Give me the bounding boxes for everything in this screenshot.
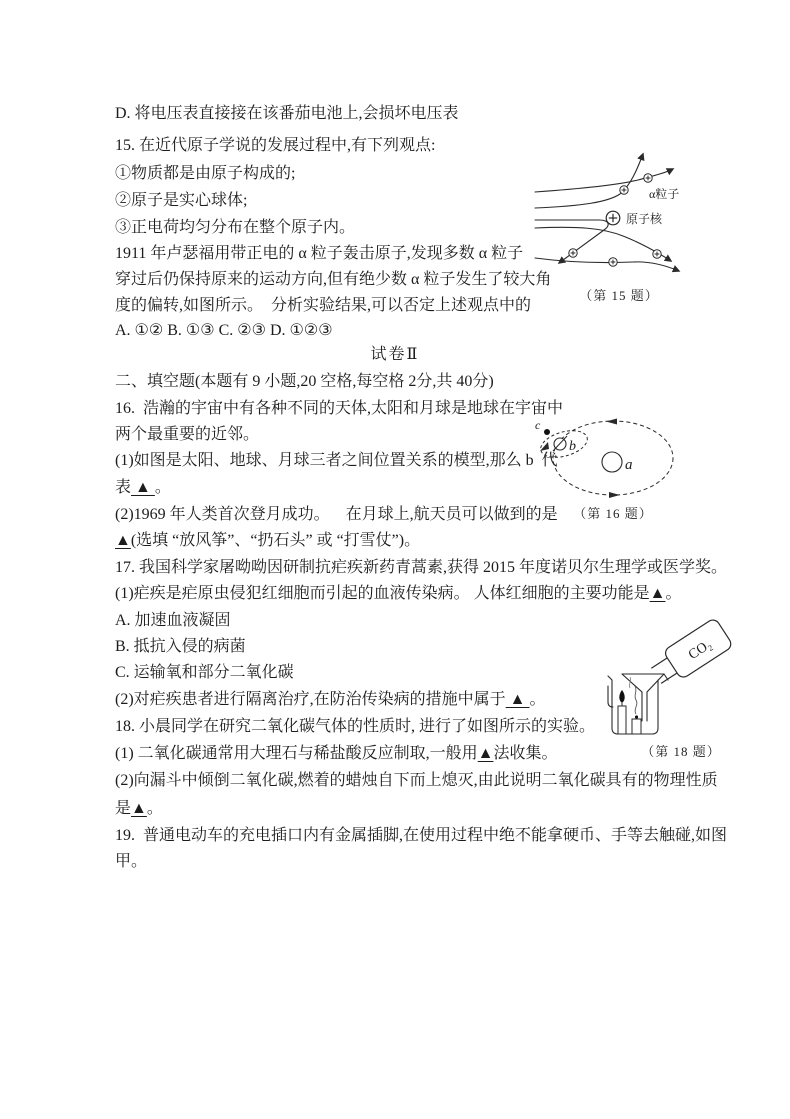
pre-text: 表 — [115, 479, 132, 496]
funnel — [622, 674, 668, 721]
figure-q15-alpha-scattering — [533, 142, 705, 304]
sun-icon — [602, 452, 622, 472]
line-q15-point-3: ③正电荷均匀分布在整个原子内。 — [115, 219, 356, 236]
earth-label: b — [569, 439, 576, 454]
post-text: 法收集。 — [493, 745, 558, 762]
answer-blank: ▲ — [131, 479, 155, 496]
line-q17-sub1 — [115, 583, 682, 605]
sun-label: a — [625, 457, 633, 473]
post-text: 。 — [665, 585, 682, 602]
line-q16-sub1-answer — [115, 477, 171, 499]
orbit-arrow-bottom — [609, 492, 620, 498]
moon-icon — [544, 429, 550, 435]
pre-text: (1)疟疾是疟原虫侵犯红细胞而引起的血液传染病。 人体红细胞的主要功能是 — [115, 585, 650, 602]
line-q17-stem: 17. 我国科学家屠呦呦因研制抗疟疾新药青蒿素,获得 2015 年度诺贝尔生理学或医学奖。 — [115, 559, 728, 576]
line-q17-sub2 — [115, 689, 546, 711]
figure-18-caption: （第 18 题） — [641, 744, 721, 759]
moon-label: c — [535, 418, 541, 432]
nucleus-icon — [606, 211, 620, 225]
line-q16-sub2: (2)1969 年人类首次登月成功。 在月球上,航天员可以做到的是 — [115, 506, 558, 523]
line-q19-stem-2: 甲。 — [115, 853, 148, 870]
line-q15-stem: 15. 在近代原子学说的发展过程中,有下列观点: — [115, 137, 436, 154]
figure-15-caption: （第 15 题） — [579, 288, 659, 303]
answer-blank: ▲ — [505, 691, 530, 708]
line-q18-stem: 18. 小晨同学在研究二氧化碳气体的性质时, 进行了如图所示的实验。 — [115, 718, 596, 735]
smoke-icon — [635, 686, 637, 714]
pre-text: 是 — [115, 800, 132, 817]
figure-q18-co2-experiment — [602, 618, 760, 760]
pre-text: (1) 二氧化碳通常用大理石与稀盐酸反应制取,一般用 — [115, 745, 478, 762]
line-q16-stem-1: 16. 浩瀚的宇宙中有各种不同的天体,太阳和月球是地球在宇宙中 — [115, 400, 564, 417]
line-q18-sub1 — [115, 743, 558, 765]
line-q18-sub2-1: (2)向漏斗中倾倒二氧化碳,燃着的蜡烛自下而上熄灭,由此说明二氧化碳具有的物理性质 — [115, 772, 718, 789]
line-q18-sub2-2 — [115, 798, 163, 820]
alpha-scattering-diagram — [533, 142, 705, 284]
orbit-arrow-top — [606, 419, 617, 425]
pre-text: (2)对疟疾患者进行隔离治疗,在防治传染病的措施中属于 — [115, 691, 506, 708]
line-q17-option-a: A. 加速血液凝固 — [115, 612, 231, 629]
post-text: 。 — [154, 479, 171, 496]
line-q15-point-1: ①物质都是由原子构成的; — [115, 165, 296, 182]
section-title: 试卷Ⅱ — [370, 346, 420, 363]
figure-q16-sun-earth-moon — [528, 408, 698, 522]
line-q16-sub1: (1)如图是太阳、地球、月球三者之间位置关系的模型,那么 b 代 — [115, 452, 558, 469]
line-q15-point-2: ②原子是实心球体; — [115, 192, 248, 209]
flame-icon — [619, 690, 624, 703]
line-q17-option-c: C. 运输氧和部分二氧化碳 — [115, 664, 294, 681]
line-q15-desc-2: 穿过后仍保持原来的运动方向,但有绝少数 α 粒子发生了较大角 — [115, 271, 552, 288]
line-option-d: D. 将电压表直接接在该番茄电池上,会损坏电压表 — [115, 105, 459, 122]
smoke-wisp-icon — [629, 677, 630, 688]
answer-blank: ▲ — [131, 800, 147, 817]
post-text: 。 — [146, 800, 163, 817]
post-text: (选填 “放风筝”、“扔石头” 或 “打雪仗”)。 — [130, 532, 421, 549]
post-text: 。 — [529, 691, 546, 708]
line-q15-desc-1: 1911 年卢瑟福用带正电的 α 粒子轰击原子,发现多数 α 粒子 — [115, 245, 524, 262]
line-q16-stem-2: 两个最重要的近邻。 — [115, 426, 260, 443]
co2-bottle-label: CO₂ — [686, 637, 715, 664]
line-q19-stem-1: 19. 普通电动车的充电插口内有金属插脚,在使用过程中绝不能拿硬币、手等去触碰,如图 — [115, 827, 728, 844]
line-q16-sub2-answer — [115, 530, 420, 552]
answer-blank: ▲ — [115, 532, 131, 549]
line-q17-option-b: B. 抵抗入侵的病菌 — [115, 638, 246, 655]
co2-bottle — [647, 618, 733, 690]
answer-blank: ▲ — [649, 585, 666, 602]
line-q15-desc-3: 度的偏转,如图所示。 分析实验结果,可以否定上述观点中的 — [115, 297, 532, 314]
line-q15-options: A. ①② B. ①③ C. ②③ D. ①②③ — [115, 322, 333, 339]
figure-16-caption: （第 16 题） — [573, 506, 653, 521]
burning-candle — [618, 690, 626, 734]
nucleus-label: 原子核 — [626, 212, 663, 226]
answer-blank: ▲ — [477, 745, 494, 762]
orbit-model-diagram — [528, 408, 698, 502]
alpha-particle-label: α粒子 — [649, 187, 680, 201]
co2-experiment-diagram — [602, 618, 760, 740]
section-instructions: 二、填空题(本题有 9 小题,20 空格,每空格 2分,共 40分) — [115, 373, 494, 390]
